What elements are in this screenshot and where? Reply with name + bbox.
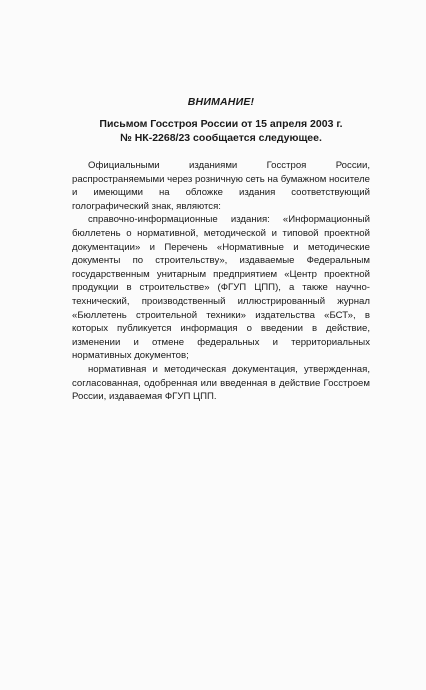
notice-heading xyxy=(72,118,370,145)
attention-title: ВНИМАНИЕ! xyxy=(187,96,255,108)
body-paragraph-normative-documents: нормативная и методическая документация, утвержденная, согласованная, одобренная или введенная в действие Госстроем России, издаваемая ФГУП ЦПП. xyxy=(72,363,370,403)
body-paragraph-intro: Официальными изданиями Госстроя России, распространяемыми через розничную сеть на бумажном носителе и имеющими на обложке издания соответствующий голографический знак, являются: xyxy=(72,160,370,212)
notice-heading-line-2: № НК-2268/23 сообщается следующее. xyxy=(120,131,322,144)
body-paragraph-reference-publications: справочно-информационные издания: «Информационный бюллетень о нормативной, методической и типовой проектной документации» и Перечень «Нормативные и методические документы по строительству», издаваемые Федеральным государственным унитарным предприятием «Центр проектной продукции в строительстве» (ФГУП ЦПП), а также научно-технический, производственный иллюстрированный журнал «Бюллетень строительной техники» издательства «БСТ», в которых публикуется информация о введении в действие, изменении и отмене федеральных и территориальных нормативных документов; xyxy=(72,214,370,362)
notice-heading-line-1: Письмом Госстроя России от 15 апреля 2003 г. xyxy=(99,118,343,130)
notice-content xyxy=(72,96,370,404)
